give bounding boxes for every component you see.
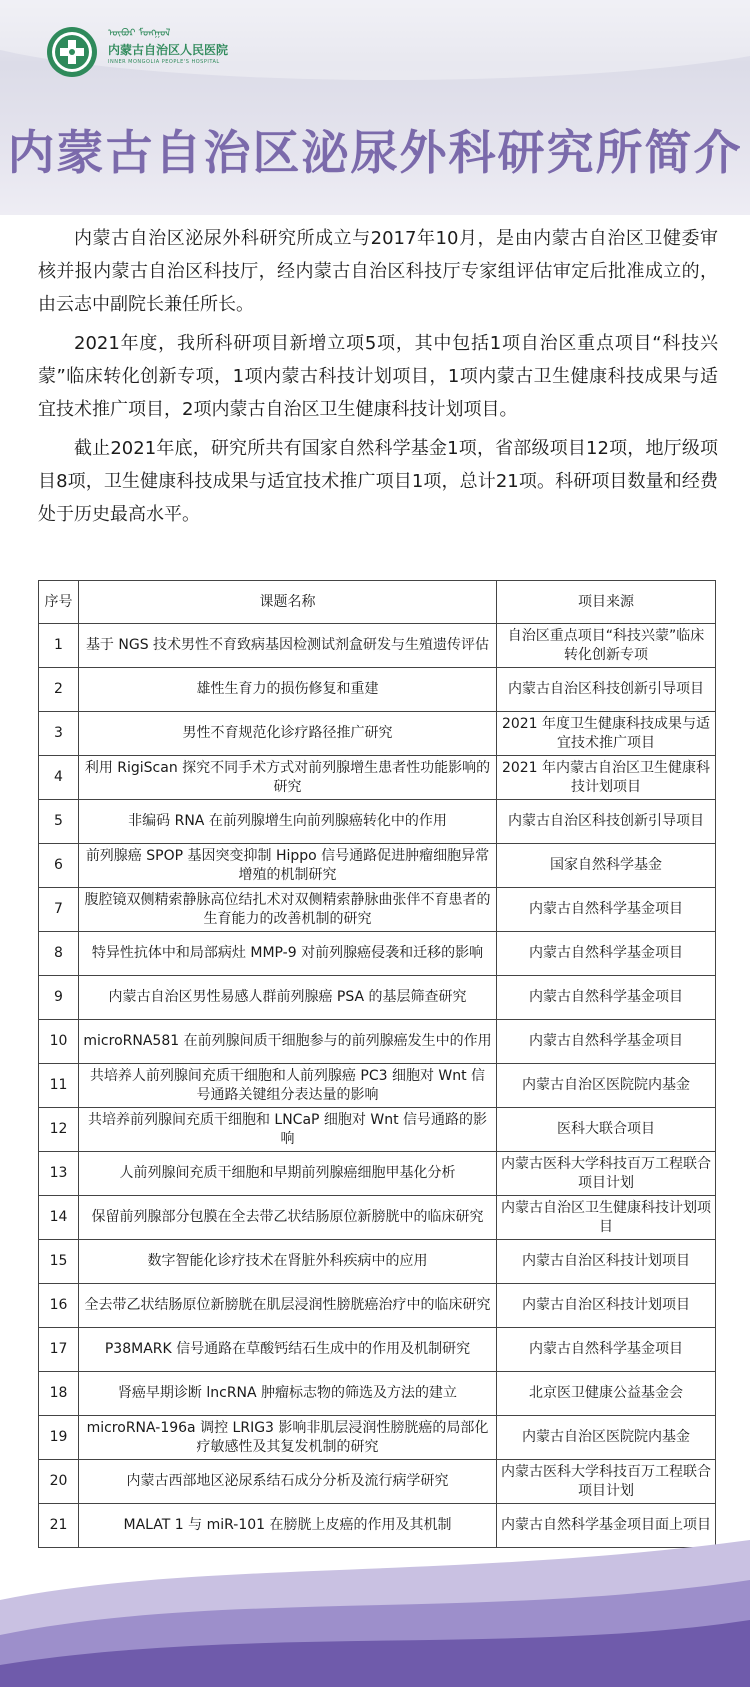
cell-project-name: 利用 RigiScan 探究不同手术方式对前列腺增生患者性功能影响的研究 [79,756,497,800]
table-row [39,1240,716,1284]
cell-project-name: 保留前列腺部分包膜在全去带乙状结肠原位新膀胱中的临床研究 [79,1196,497,1240]
cell-project-source: 国家自然科学基金 [497,844,716,888]
table-row [39,1064,716,1108]
table-row [39,888,716,932]
table-row [39,1108,716,1152]
cell-project-source: 内蒙古自治区科技计划项目 [497,1284,716,1328]
cell-project-source: 内蒙古自然科学基金项目 [497,888,716,932]
cell-project-name: 共培养人前列腺间充质干细胞和人前列腺癌 PC3 细胞对 Wnt 信号通路关键组分表达量的影响 [79,1064,497,1108]
cell-project-name: 非编码 RNA 在前列腺增生向前列腺癌转化中的作用 [79,800,497,844]
cell-project-source: 2021 年内蒙古自治区卫生健康科技计划项目 [497,756,716,800]
cell-number: 5 [39,800,79,844]
cell-number: 11 [39,1064,79,1108]
cell-project-name: 男性不育规范化诊疗路径推广研究 [79,712,497,756]
table-row [39,1196,716,1240]
cell-project-source: 内蒙古医科大学科技百万工程联合项目计划 [497,1460,716,1504]
cell-number: 6 [39,844,79,888]
cell-number: 12 [39,1108,79,1152]
cell-project-source: 内蒙古自治区科技创新引导项目 [497,668,716,712]
cell-number: 15 [39,1240,79,1284]
cell-project-source: 2021 年度卫生健康科技成果与适宜技术推广项目 [497,712,716,756]
cell-project-source: 内蒙古自治区医院院内基金 [497,1416,716,1460]
cell-project-source: 医科大联合项目 [497,1108,716,1152]
cell-project-source: 北京医卫健康公益基金会 [497,1372,716,1416]
table-row [39,976,716,1020]
cell-number: 7 [39,888,79,932]
intro-paragraph-3: 截止2021年底，研究所共有国家自然科学基金1项，省部级项目12项，地厅级项目8项，卫生健康科技成果与适宜技术推广项目1项，总计21项。科研项目数量和经费处于历史最高水平。 [38,438,718,525]
header-project-name: 课题名称 [79,581,497,624]
cell-project-source: 自治区重点项目“科技兴蒙”临床转化创新专项 [497,624,716,668]
table-row [39,844,716,888]
cell-project-source: 内蒙古自治区科技创新引导项目 [497,800,716,844]
header-number: 序号 [39,581,79,624]
table-row [39,668,716,712]
table-row [39,1328,716,1372]
cell-project-name: 基于 NGS 技术男性不育致病基因检测试剂盒研发与生殖遗传评估 [79,624,497,668]
cell-project-source: 内蒙古自治区卫生健康科技计划项目 [497,1196,716,1240]
cell-project-name: 人前列腺间充质干细胞和早期前列腺癌细胞甲基化分析 [79,1152,497,1196]
cell-project-name: 肾癌早期诊断 lncRNA 肿瘤标志物的筛选及方法的建立 [79,1372,497,1416]
cell-number: 8 [39,932,79,976]
cell-project-name: P38MARK 信号通路在草酸钙结石生成中的作用及机制研究 [79,1328,497,1372]
table-row [39,712,716,756]
cell-project-name: 内蒙古自治区男性易感人群前列腺癌 PSA 的基层筛查研究 [79,976,497,1020]
cell-number: 20 [39,1460,79,1504]
table-row [39,800,716,844]
cell-project-name: 前列腺癌 SPOP 基因突变抑制 Hippo 信号通路促进肿瘤细胞异常增殖的机制研究 [79,844,497,888]
cell-project-name: microRNA-196a 调控 LRIG3 影响非肌层浸润性膀胱癌的局部化疗敏感性及其复发机制的研究 [79,1416,497,1460]
cell-project-name: 数字智能化诊疗技术在肾脏外科疾病中的应用 [79,1240,497,1284]
cell-number: 16 [39,1284,79,1328]
cell-number: 1 [39,624,79,668]
cell-number: 2 [39,668,79,712]
cell-project-source: 内蒙古自然科学基金项目 [497,1020,716,1064]
cell-number: 17 [39,1328,79,1372]
cell-project-name: microRNA581 在前列腺间质干细胞参与的前列腺癌发生中的作用 [79,1020,497,1064]
project-table [38,580,716,1548]
hospital-logo-icon [46,26,98,78]
logo-mongolian-script: ᠥᠪᠥᠷ ᠮᠣᠩᠭᠣᠯ [108,28,171,39]
cell-number: 21 [39,1504,79,1548]
cell-project-name: 腹腔镜双侧精索静脉高位结扎术对双侧精索静脉曲张伴不育患者的生育能力的改善机制的研究 [79,888,497,932]
cell-number: 3 [39,712,79,756]
cell-number: 9 [39,976,79,1020]
cell-project-name: 全去带乙状结肠原位新膀胱在肌层浸润性膀胱癌治疗中的临床研究 [79,1284,497,1328]
cell-project-source: 内蒙古自治区医院院内基金 [497,1064,716,1108]
logo-english-name: INNER MONGOLIA PEOPLE'S HOSPITAL [108,59,220,65]
table-row [39,932,716,976]
table-row [39,1152,716,1196]
table-row [39,1372,716,1416]
table-body [39,624,716,1548]
cell-project-source: 内蒙古自然科学基金项目面上项目 [497,1504,716,1548]
cell-number: 4 [39,756,79,800]
header-project-source: 项目来源 [497,581,716,624]
cell-project-name: 特异性抗体中和局部病灶 MMP-9 对前列腺癌侵袭和迁移的影响 [79,932,497,976]
table-row [39,1416,716,1460]
logo-chinese-name: 内蒙古自治区人民医院 [108,43,229,57]
table-row [39,624,716,668]
intro-paragraph-1: 内蒙古自治区泌尿外科研究所成立与2017年10月，是由内蒙古自治区卫健委审核并报内蒙古自治区科技厅，经内蒙古自治区科技厅专家组评估审定后批准成立的，由云志中副院长兼任所长。 [38,228,718,315]
cell-project-name: MALAT 1 与 miR-101 在膀胱上皮癌的作用及其机制 [79,1504,497,1548]
intro-paragraph-2: 2021年度，我所科研项目新增立项5项，其中包括1项自治区重点项目“科技兴蒙”临床转化创新专项，1项内蒙古科技计划项目，1项内蒙古卫生健康科技成果与适宜技术推广项目，2项内蒙古自治区卫生健康科技计划项目。 [38,333,718,420]
cell-project-name: 共培养前列腺间充质干细胞和 LNCaP 细胞对 Wnt 信号通路的影响 [79,1108,497,1152]
cell-project-source: 内蒙古自然科学基金项目 [497,976,716,1020]
cell-project-name: 雄性生育力的损伤修复和重建 [79,668,497,712]
cell-number: 13 [39,1152,79,1196]
table-row [39,1020,716,1064]
cell-number: 18 [39,1372,79,1416]
cell-project-source: 内蒙古自然科学基金项目 [497,1328,716,1372]
header-banner [0,0,750,215]
table-row [39,756,716,800]
table-header-row [39,581,716,624]
page-title: 内蒙古自治区泌尿外科研究所简介 [7,126,743,181]
hospital-logo-text [108,28,248,66]
cell-project-source: 内蒙古自治区科技计划项目 [497,1240,716,1284]
cell-project-source: 内蒙古医科大学科技百万工程联合项目计划 [497,1152,716,1196]
intro-section [38,222,718,537]
table-row [39,1284,716,1328]
cell-project-source: 内蒙古自然科学基金项目 [497,932,716,976]
cell-number: 10 [39,1020,79,1064]
cell-project-name: 内蒙古西部地区泌尿系结石成分分析及流行病学研究 [79,1460,497,1504]
project-table-container [38,580,715,1548]
footer-wave-decoration [0,1540,750,1687]
cell-number: 14 [39,1196,79,1240]
table-row [39,1460,716,1504]
cell-number: 19 [39,1416,79,1460]
